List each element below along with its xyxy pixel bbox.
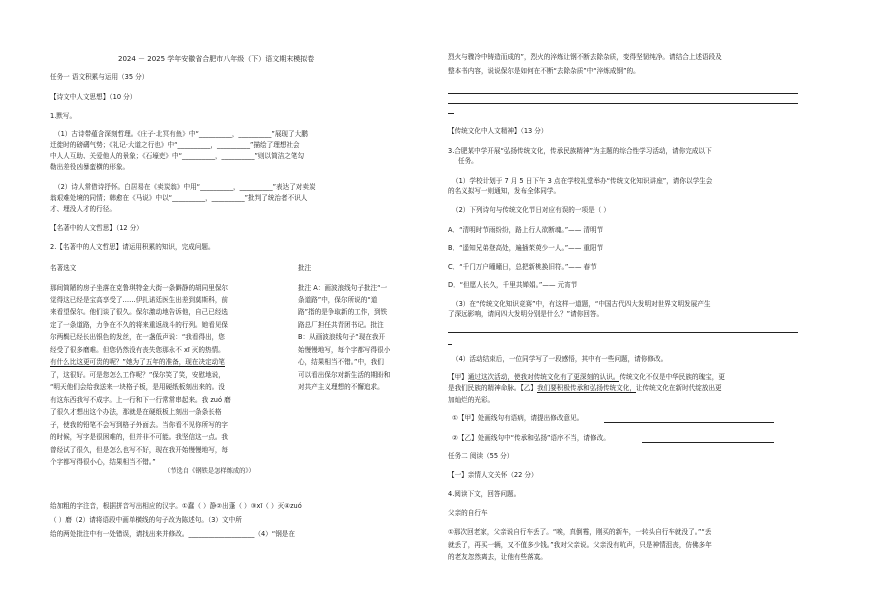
- excerpt-line: 了，这很好。可是您怎么工作呢？”保尔笑了笑，安慰地说，: [50, 371, 225, 379]
- q2-continued-line: 烈火与骤冷中铸造而成的”，烈火的淬炼让钢不断去除杂质，变得坚韧纯净。请结合上述语段及: [448, 53, 722, 61]
- passage-underlined: 通过这次活动，使我对传统文化有了更深刻的认识。: [467, 373, 620, 381]
- note-line: 可以看出保尔对新生活的期盼和: [298, 371, 391, 379]
- excerpt-line: 那间简陋的房子坐落在克鲁琪特金大街一条僻静的胡同里保尔: [50, 284, 229, 292]
- q2-tail-line: （ ）磨（2）请将语段中画单横线的句子改为陈述句。（3）文中所: [50, 516, 242, 524]
- question-4: 4.阅读下文，回答问题。: [448, 490, 521, 498]
- passage-text: 是我们民族的精神命脉。【乙】: [448, 384, 538, 392]
- excerpt-line: 子，使我的铅笔不会写到格子外面去。当你看不见你所写的字: [50, 421, 229, 429]
- note-line: 心，结果相当不错。”中，我们: [298, 358, 384, 366]
- excerpt-line: 了很久才想出这个办法，那就是在硬纸板上刻出一条条长格: [50, 408, 222, 416]
- q3-4: （4）活动结束后，一位同学写了一段感悟，其中有一些问题，请你修改。: [452, 355, 668, 363]
- story-line: 的老友忽然离去，让他有些落寞。: [448, 553, 547, 561]
- option-a[interactable]: A．“清明时节雨纷纷，路上行人欲断魂。”—— 清明节: [448, 226, 604, 234]
- question-2: 2.【名著中的人文哲思】请运用积累的知识，完成问题。: [50, 243, 215, 251]
- q1-1-line: 迁徙时的磅礴气势；《礼记·大道之行也》中“__________，__________”描绘了理想社会: [50, 141, 300, 149]
- excerpt-line: 定了一条道路，力争在不久的将来重返战斗的行列。她看见保: [50, 321, 229, 329]
- q1-1-line: （1）古诗带蕴含深刻哲理。《庄子·北冥有鱼》中“__________，__________”展现了大鹏: [54, 130, 308, 138]
- answer-line[interactable]: [448, 332, 798, 333]
- note-line: 批注 A：画波浪线句子批注“一: [298, 284, 388, 292]
- section-mingzhu-heading: 【名著中的人文哲思】（12 分）: [50, 224, 143, 232]
- option-b[interactable]: B．“遥知兄弟登高处，遍插茱萸少一人。”—— 重阳节: [448, 244, 604, 252]
- excerpt-source: （节选自《钢铁是怎样炼成的》）: [164, 467, 255, 475]
- note-line: 始慢慢地写，每个字都写得很小: [298, 346, 391, 354]
- answer-line[interactable]: [642, 442, 774, 443]
- q3-1-line: 的名义拟写一则通知，发布全体同学。: [448, 187, 561, 195]
- q3-3-line: （3）在“传统文化知识竞赛”中，有这样一道题，“中国古代四大发明对世界文明发展产生: [452, 300, 711, 308]
- passage-line: [448, 373, 725, 381]
- task1-heading: 任务一 语文积累与运用（35 分）: [50, 73, 149, 81]
- q3-2: （2）下列诗句与传统文化节日对应有误的一项是（ ）: [452, 206, 610, 214]
- q1-2-line: 才、埋没人才的行径。: [50, 205, 116, 213]
- q1-2-line: 翁艰难处境的同情；韩愈在《马说》中以“__________，__________”批判了统治者不识人: [50, 194, 308, 202]
- fix-2: ②【乙】处画线句中“传承和弘扬”语序不当，请修改。: [452, 434, 610, 442]
- answer-line-end: [448, 344, 452, 345]
- excerpt-line: 的时候，写字是很困难的，但并非不可能。我坚信这一点。我: [50, 433, 229, 441]
- passage-line: [448, 384, 722, 392]
- note-line: 路总厂担任共青团书记。批注: [298, 321, 384, 329]
- question-3-line: 任务。: [458, 157, 478, 165]
- answer-line-end: [448, 113, 454, 114]
- excerpt-line: 个字都写得很小心，结果相当不错。”: [50, 458, 156, 466]
- q2-continued-line: 整本书内容，说说保尔是如何在不断“去除杂质”中“淬炼成钢”的。: [448, 67, 640, 75]
- note-column-header: 批注: [298, 264, 312, 272]
- q2-tail-line: 给的两处批注中有一处错误，请找出来并修改。____________________（4）“钢是在: [50, 530, 295, 538]
- page-title: 2024 － 2025 学年安徽省合肥市八年级（下）语文期末模拟卷: [118, 55, 315, 63]
- story-line: 就丢了，再买一辆，又不值多少钱。”我对父亲说。父亲没有吭声，只是神情沮丧，仿佛多年: [448, 541, 712, 549]
- excerpt-column-header: 名著选文: [50, 264, 77, 272]
- q3-1-line: （1）学校计划于 7 月 5 日下午 3 点在学校礼堂举办“传统文化知识讲座”，请你以学生会: [452, 177, 713, 185]
- excerpt-line: 经受了很多磨难。但您仍然没有丧失您那永不 xī 灭的热情。: [50, 346, 225, 354]
- story-title: 父亲的自行车: [448, 509, 488, 517]
- passage-line: 加灿烂的光彩。: [448, 396, 495, 404]
- q3-3-line: 了深远影响，请问四大发明分别是什么？”请你回答。: [448, 310, 604, 318]
- excerpt-line: 尔两鬓已经长出银色的发丝，在一盏低声说：“我看得出，您: [50, 333, 225, 341]
- story-line: ①那次回老家，父亲说自行车丢了。“唉，真倒霉，刚买的新车，一转头自行车就没了。”“丢: [448, 528, 712, 536]
- section-family-heading: 【一】亲情人文关怀（22 分）: [448, 471, 538, 479]
- bracket-jia: 【甲】: [448, 373, 468, 381]
- excerpt-line-underlined: 有什么比这更可贵的呢？”她为了五年的准备，现在决定动笔: [50, 358, 225, 366]
- question-1: 1.默写。: [50, 112, 77, 120]
- excerpt-line: 来看望保尔。他们谈了很久。保尔激动地告诉他，自己已经选: [50, 308, 229, 316]
- q1-1-line: 勒出差役凶暴蛮横的形象。: [50, 163, 130, 171]
- q2-tail-line: 给加粗的字注音，根据拼音写出相应的汉字。①蠢（ ）静②出蓬（ ）③xī（ ）灭④zuó: [50, 502, 302, 510]
- option-c[interactable]: C．“千门万户曈曈日，总把新桃换旧符。”—— 春节: [448, 263, 597, 271]
- excerpt-line: “明天他们会给我送来一块格子板，是用硬纸板刻出来的。没: [50, 383, 225, 391]
- note-line: 条道路”中，保尔所说的“道: [298, 296, 378, 304]
- q1-2-line: （2）诗人常借诗抒怀。白居易在《卖炭翁》中用“__________，__________”表达了对卖炭: [54, 183, 316, 191]
- note-line: 路”指的是争取新的工作，到铁: [298, 308, 388, 316]
- passage-rest: 让传统文化在新时代绽放出更: [635, 384, 722, 392]
- fix-1: ①【甲】处画线句有语病，请提出修改意见。: [452, 414, 584, 422]
- excerpt-line: 有这东西我写不成字。上一行和下一行常常串起来。我 zuó 磨: [50, 396, 231, 404]
- passage-underlined: 我们要积极传承和弘扬传统文化，: [537, 384, 636, 392]
- task2-heading: 任务二 阅读（55 分）: [448, 452, 514, 460]
- note-line: B：从画波浪线句子“现在我开: [298, 333, 386, 341]
- excerpt-line: 觉得这已经是宝高享受了……伊扎诺廷医生出差到莫斯科，前: [50, 296, 229, 304]
- q1-1-line: 中人人互助、关爱他人的景象；《石壕吏》中“__________，__________”则以简洁之笔勾: [50, 152, 305, 160]
- note-line: 对共产主义理想的不懈追求。: [298, 383, 384, 391]
- answer-line[interactable]: [448, 103, 798, 104]
- excerpt-line: 曾经试了很久，但是怎么也写不好，现在我开始慢慢地写，每: [50, 446, 229, 454]
- answer-line[interactable]: [604, 422, 774, 423]
- question-3-line: 3.合肥某中学开展“弘扬传统文化，传承民族精神”为主题的综合性学习活动，请你完成以下: [448, 147, 712, 155]
- answer-line[interactable]: [448, 93, 798, 94]
- option-d[interactable]: D．“但愿人长久，千里共婵娟。”—— 元宵节: [448, 281, 578, 289]
- section-trad-heading: 【传统文化中人文精神】（13 分）: [448, 127, 548, 135]
- section-poetry-heading: 【诗文中人文思想】（10 分）: [50, 93, 137, 101]
- passage-rest: 传统文化不仅是中华民族的瑰宝，更: [619, 373, 725, 381]
